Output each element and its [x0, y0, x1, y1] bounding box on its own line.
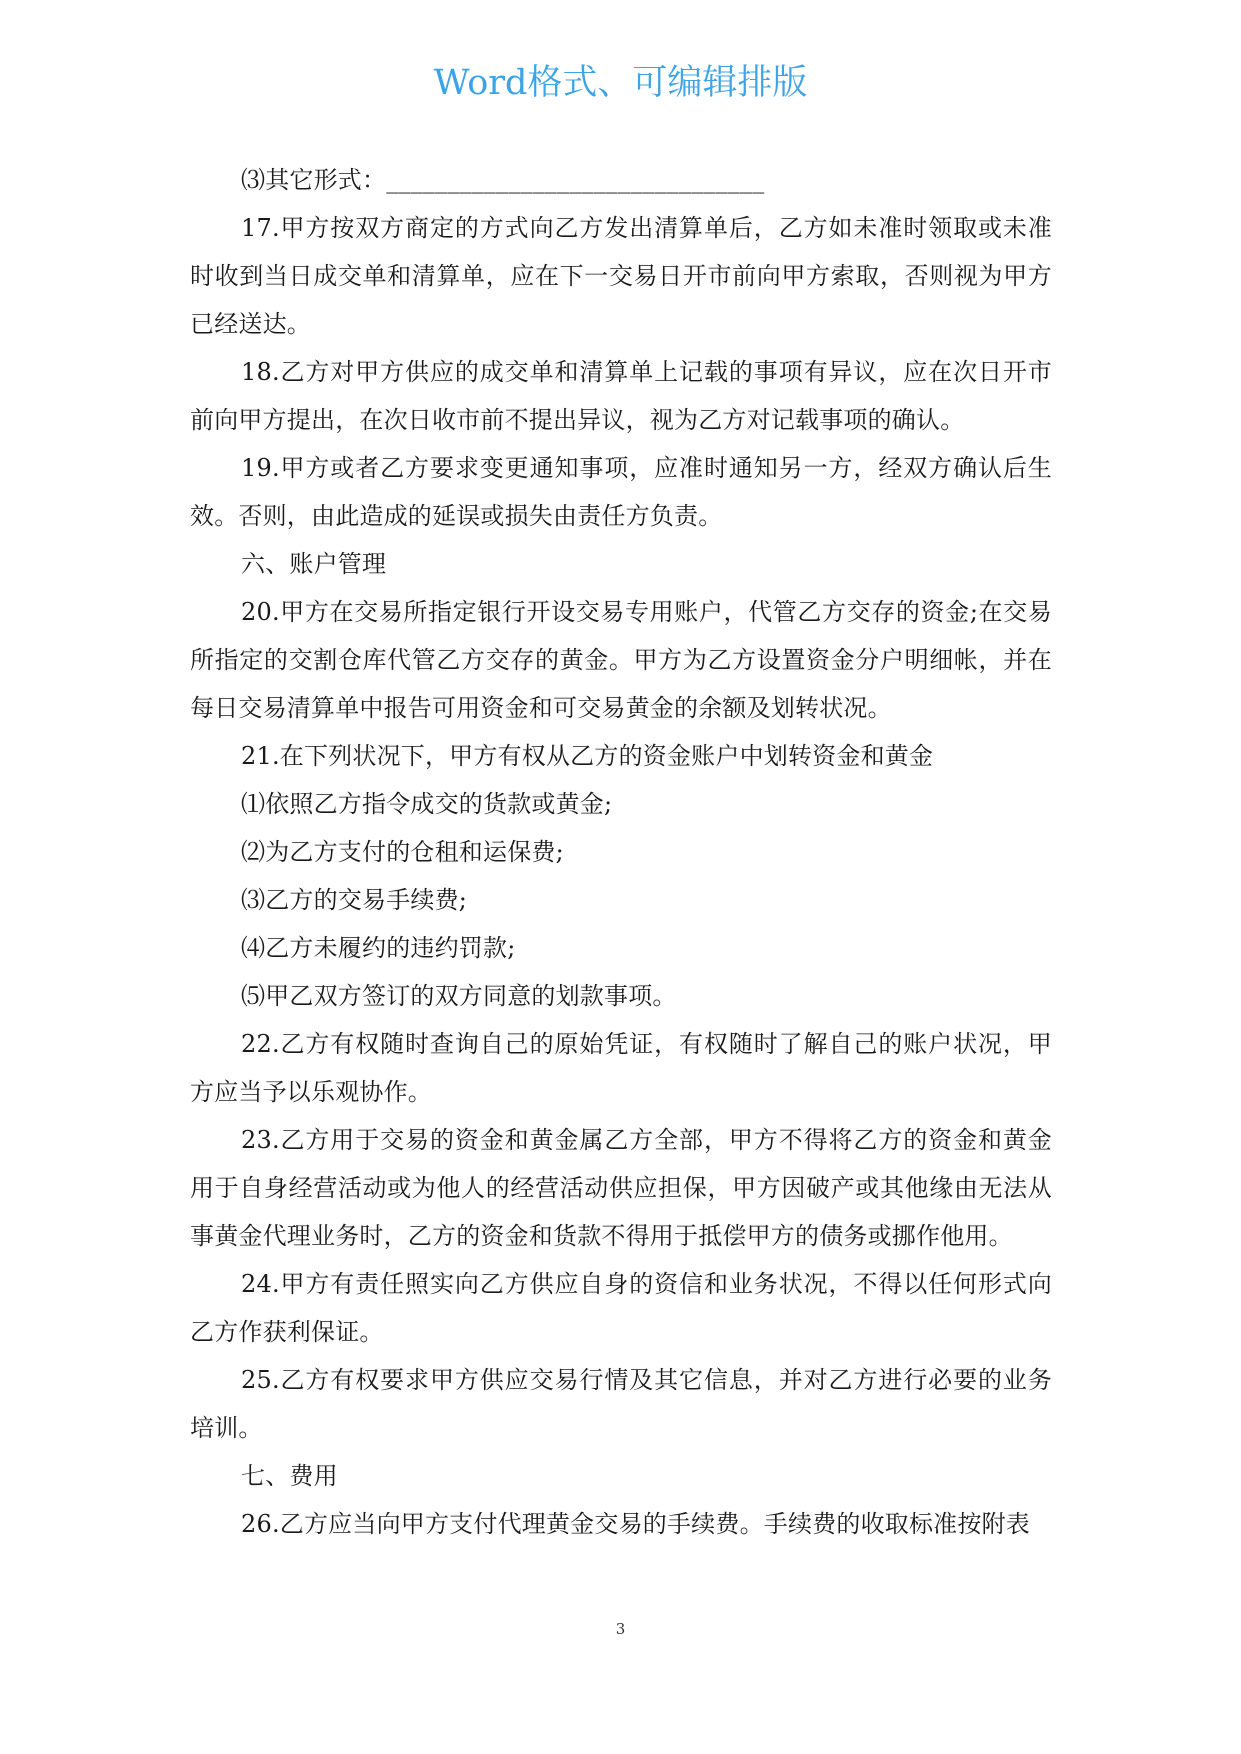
paragraph-25: 25.乙方有权要求甲方供应交易行情及其它信息，并对乙方进行必要的业务培训。 — [190, 1366, 1052, 1442]
list-item-1: ⑴依照乙方指令成交的货款或黄金; — [241, 790, 613, 818]
list-item-5: ⑸甲乙双方签订的双方同意的划款事项。 — [241, 982, 677, 1010]
paragraph-23: 23.乙方用于交易的资金和黄金属乙方全部，甲方不得将乙方的资金和黄金用于自身经营活动或为他人的经营活动供应担保，甲方因破产或其他缘由无法从事黄金代理业务时，乙方的资金和货款不得用于抵偿甲方的债务或挪作他用。 — [190, 1126, 1052, 1250]
document-body — [190, 156, 1052, 1548]
paragraph-18: 18.乙方对甲方供应的成交单和清算单上记载的事项有异议，应在次日开市前向甲方提出，在次日收市前不提出异议，视为乙方对记载事项的确认。 — [190, 358, 1052, 434]
paragraph-19: 19.甲方或者乙方要求变更通知事项，应准时通知另一方，经双方确认后生效。否则，由此造成的延误或损失由责任方负责。 — [190, 454, 1052, 530]
paragraph-20: 20.甲方在交易所指定银行开设交易专用账户，代管乙方交存的资金;在交易所指定的交割仓库代管乙方交存的黄金。甲方为乙方设置资金分户明细帐，并在每日交易清算单中报告可用资金和可交易黄金的余额及划转状况。 — [190, 598, 1052, 722]
paragraph-17: 17.甲方按双方商定的方式向乙方发出清算单后，乙方如未准时领取或未准时收到当日成交单和清算单，应在下一交易日开市前向甲方索取，否则视为甲方已经送达。 — [190, 214, 1052, 338]
paragraph-other-form: ⑶其它形式：_______________________________ — [241, 166, 765, 194]
paragraph-24: 24.甲方有责任照实向乙方供应自身的资信和业务状况，不得以任何形式向乙方作获利保证。 — [190, 1270, 1052, 1346]
section-heading-fees: 七、费用 — [241, 1462, 338, 1490]
paragraph-22: 22.乙方有权随时查询自己的原始凭证，有权随时了解自己的账户状况，甲方应当予以乐观协作。 — [190, 1030, 1052, 1106]
page-number: 3 — [615, 1620, 626, 1638]
list-item-3: ⑶乙方的交易手续费; — [241, 886, 468, 914]
section-heading-account: 六、账户管理 — [241, 550, 387, 578]
list-item-4: ⑷乙方未履约的违约罚款; — [241, 934, 516, 962]
list-item-2: ⑵为乙方支付的仓租和运保费; — [241, 838, 564, 866]
paragraph-26: 26.乙方应当向甲方支付代理黄金交易的手续费。手续费的收取标准按附表 — [241, 1510, 1030, 1538]
document-header: Word格式、可编辑排版 — [433, 63, 808, 103]
paragraph-21: 21.在下列状况下，甲方有权从乙方的资金账户中划转资金和黄金 — [241, 742, 934, 770]
